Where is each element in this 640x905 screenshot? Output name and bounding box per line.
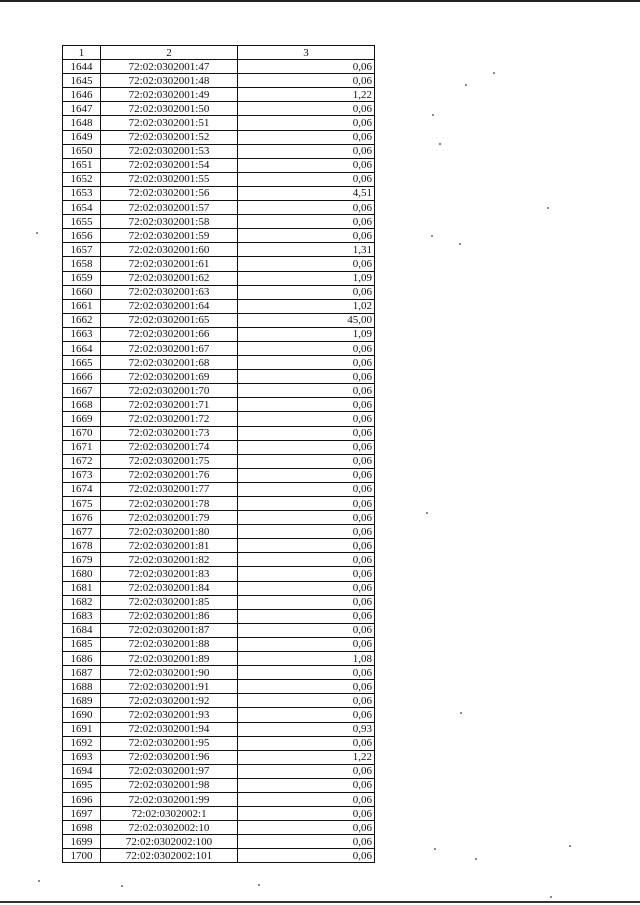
row-number-cell: 1690 <box>63 708 101 722</box>
area-value-cell: 0,06 <box>238 229 375 243</box>
area-value-cell: 1,31 <box>238 243 375 257</box>
area-value-cell: 0,06 <box>238 285 375 299</box>
cadastral-number-cell: 72:02:0302001:63 <box>101 285 238 299</box>
table-row <box>63 454 375 468</box>
cadastral-number-cell: 72:02:0302001:51 <box>101 116 238 130</box>
table-row <box>63 116 375 130</box>
area-value-cell: 0,06 <box>238 835 375 849</box>
table-row <box>63 412 375 426</box>
table-row <box>63 243 375 257</box>
row-number-cell: 1665 <box>63 356 101 370</box>
area-value-cell: 0,06 <box>238 497 375 511</box>
cadastral-number-cell: 72:02:0302001:78 <box>101 497 238 511</box>
table-row <box>63 88 375 102</box>
area-value-cell: 0,06 <box>238 694 375 708</box>
table-row <box>63 327 375 341</box>
row-number-cell: 1673 <box>63 468 101 482</box>
row-number-cell: 1666 <box>63 370 101 384</box>
row-number-cell: 1657 <box>63 243 101 257</box>
area-value-cell: 0,06 <box>238 426 375 440</box>
area-value-cell: 0,06 <box>238 807 375 821</box>
table-row <box>63 257 375 271</box>
cadastral-number-cell: 72:02:0302001:76 <box>101 468 238 482</box>
table-row <box>63 201 375 215</box>
column-header-3: 3 <box>238 46 375 60</box>
table-row <box>63 186 375 200</box>
table-row <box>63 299 375 313</box>
row-number-cell: 1689 <box>63 694 101 708</box>
table-row <box>63 356 375 370</box>
row-number-cell: 1646 <box>63 88 101 102</box>
cadastral-number-cell: 72:02:0302001:77 <box>101 482 238 496</box>
cadastral-number-cell: 72:02:0302001:99 <box>101 792 238 806</box>
row-number-cell: 1681 <box>63 581 101 595</box>
cadastral-number-cell: 72:02:0302001:52 <box>101 130 238 144</box>
cadastral-number-cell: 72:02:0302001:72 <box>101 412 238 426</box>
table-row <box>63 172 375 186</box>
table-row <box>63 666 375 680</box>
table-row <box>63 553 375 567</box>
cadastral-number-cell: 72:02:0302001:69 <box>101 370 238 384</box>
area-value-cell: 0,06 <box>238 595 375 609</box>
area-value-cell: 0,06 <box>238 821 375 835</box>
area-value-cell: 0,06 <box>238 144 375 158</box>
area-value-cell: 0,06 <box>238 468 375 482</box>
area-value-cell: 0,06 <box>238 215 375 229</box>
row-number-cell: 1696 <box>63 792 101 806</box>
area-value-cell: 0,93 <box>238 722 375 736</box>
scan-speck <box>550 896 552 898</box>
row-number-cell: 1678 <box>63 539 101 553</box>
area-value-cell: 0,06 <box>238 257 375 271</box>
cadastral-number-cell: 72:02:0302001:89 <box>101 652 238 666</box>
row-number-cell: 1679 <box>63 553 101 567</box>
table-row <box>63 440 375 454</box>
table-row <box>63 539 375 553</box>
cadastral-number-cell: 72:02:0302001:71 <box>101 398 238 412</box>
table-row <box>63 609 375 623</box>
cadastral-area-table <box>62 45 375 863</box>
area-value-cell: 0,06 <box>238 370 375 384</box>
area-value-cell: 0,06 <box>238 116 375 130</box>
row-number-cell: 1649 <box>63 130 101 144</box>
table-row <box>63 313 375 327</box>
table-row <box>63 384 375 398</box>
row-number-cell: 1647 <box>63 102 101 116</box>
area-value-cell: 1,22 <box>238 88 375 102</box>
cadastral-number-cell: 72:02:0302001:81 <box>101 539 238 553</box>
area-value-cell: 0,06 <box>238 356 375 370</box>
scan-speck <box>121 885 123 887</box>
row-number-cell: 1675 <box>63 497 101 511</box>
row-number-cell: 1682 <box>63 595 101 609</box>
area-value-cell: 4,51 <box>238 186 375 200</box>
area-value-cell: 1,09 <box>238 271 375 285</box>
page-bottom-edge <box>0 901 640 903</box>
table-header-row <box>63 46 375 60</box>
area-value-cell: 0,06 <box>238 637 375 651</box>
cadastral-number-cell: 72:02:0302001:79 <box>101 511 238 525</box>
scan-speck <box>434 848 436 850</box>
table-row <box>63 525 375 539</box>
cadastral-number-cell: 72:02:0302001:82 <box>101 553 238 567</box>
cadastral-number-cell: 72:02:0302001:73 <box>101 426 238 440</box>
cadastral-number-cell: 72:02:0302001:97 <box>101 764 238 778</box>
cadastral-number-cell: 72:02:0302001:84 <box>101 581 238 595</box>
area-value-cell: 0,06 <box>238 567 375 581</box>
cadastral-number-cell: 72:02:0302001:50 <box>101 102 238 116</box>
cadastral-number-cell: 72:02:0302001:47 <box>101 60 238 74</box>
cadastral-number-cell: 72:02:0302001:96 <box>101 750 238 764</box>
row-number-cell: 1653 <box>63 186 101 200</box>
cadastral-number-cell: 72:02:0302001:92 <box>101 694 238 708</box>
table-row <box>63 74 375 88</box>
cadastral-number-cell: 72:02:0302001:55 <box>101 172 238 186</box>
cadastral-number-cell: 72:02:0302001:56 <box>101 186 238 200</box>
cadastral-number-cell: 72:02:0302001:59 <box>101 229 238 243</box>
scan-speck <box>459 243 461 245</box>
area-value-cell: 0,06 <box>238 398 375 412</box>
table-row <box>63 285 375 299</box>
cadastral-number-cell: 72:02:0302001:67 <box>101 341 238 355</box>
scan-speck <box>475 858 477 860</box>
scan-speck <box>465 84 467 86</box>
area-value-cell: 0,06 <box>238 581 375 595</box>
area-value-cell: 0,06 <box>238 440 375 454</box>
table-row <box>63 398 375 412</box>
area-value-cell: 1,02 <box>238 299 375 313</box>
table-row <box>63 497 375 511</box>
row-number-cell: 1687 <box>63 666 101 680</box>
table-row <box>63 482 375 496</box>
row-number-cell: 1692 <box>63 736 101 750</box>
cadastral-number-cell: 72:02:0302001:86 <box>101 609 238 623</box>
cadastral-number-cell: 72:02:0302001:64 <box>101 299 238 313</box>
table-row <box>63 102 375 116</box>
area-value-cell: 0,06 <box>238 172 375 186</box>
table-row <box>63 144 375 158</box>
table-row <box>63 736 375 750</box>
cadastral-number-cell: 72:02:0302002:101 <box>101 849 238 863</box>
cadastral-number-cell: 72:02:0302001:58 <box>101 215 238 229</box>
scan-speck <box>431 235 433 237</box>
area-value-cell: 0,06 <box>238 482 375 496</box>
table-row <box>63 722 375 736</box>
row-number-cell: 1683 <box>63 609 101 623</box>
row-number-cell: 1700 <box>63 849 101 863</box>
row-number-cell: 1659 <box>63 271 101 285</box>
row-number-cell: 1663 <box>63 327 101 341</box>
table-row <box>63 341 375 355</box>
row-number-cell: 1674 <box>63 482 101 496</box>
row-number-cell: 1652 <box>63 172 101 186</box>
row-number-cell: 1694 <box>63 764 101 778</box>
row-number-cell: 1684 <box>63 623 101 637</box>
cadastral-number-cell: 72:02:0302001:54 <box>101 158 238 172</box>
table-row <box>63 581 375 595</box>
row-number-cell: 1654 <box>63 201 101 215</box>
table-row <box>63 637 375 651</box>
area-value-cell: 0,06 <box>238 736 375 750</box>
cadastral-number-cell: 72:02:0302002:1 <box>101 807 238 821</box>
row-number-cell: 1677 <box>63 525 101 539</box>
row-number-cell: 1664 <box>63 341 101 355</box>
area-value-cell: 1,22 <box>238 750 375 764</box>
area-value-cell: 0,06 <box>238 454 375 468</box>
area-value-cell: 0,06 <box>238 384 375 398</box>
scan-speck <box>36 232 38 234</box>
cadastral-number-cell: 72:02:0302001:80 <box>101 525 238 539</box>
table-row <box>63 271 375 285</box>
row-number-cell: 1697 <box>63 807 101 821</box>
area-value-cell: 0,06 <box>238 74 375 88</box>
cadastral-number-cell: 72:02:0302001:93 <box>101 708 238 722</box>
cadastral-number-cell: 72:02:0302001:61 <box>101 257 238 271</box>
table-row <box>63 821 375 835</box>
cadastral-number-cell: 72:02:0302001:90 <box>101 666 238 680</box>
table-row <box>63 468 375 482</box>
cadastral-number-cell: 72:02:0302001:57 <box>101 201 238 215</box>
table-row <box>63 680 375 694</box>
table-row <box>63 130 375 144</box>
area-value-cell: 0,06 <box>238 553 375 567</box>
cadastral-number-cell: 72:02:0302001:53 <box>101 144 238 158</box>
table-row <box>63 370 375 384</box>
table-row <box>63 792 375 806</box>
cadastral-number-cell: 72:02:0302001:48 <box>101 74 238 88</box>
cadastral-number-cell: 72:02:0302001:62 <box>101 271 238 285</box>
cadastral-number-cell: 72:02:0302001:74 <box>101 440 238 454</box>
scan-speck <box>258 884 260 886</box>
area-value-cell: 0,06 <box>238 341 375 355</box>
table-body <box>63 60 375 863</box>
row-number-cell: 1656 <box>63 229 101 243</box>
table-row <box>63 60 375 74</box>
cadastral-number-cell: 72:02:0302001:88 <box>101 637 238 651</box>
table-row <box>63 158 375 172</box>
row-number-cell: 1661 <box>63 299 101 313</box>
table-row <box>63 623 375 637</box>
row-number-cell: 1667 <box>63 384 101 398</box>
table-row <box>63 750 375 764</box>
row-number-cell: 1693 <box>63 750 101 764</box>
cadastral-number-cell: 72:02:0302001:68 <box>101 356 238 370</box>
area-value-cell: 0,06 <box>238 680 375 694</box>
scan-speck <box>460 712 462 714</box>
scan-speck <box>493 72 495 74</box>
cadastral-number-cell: 72:02:0302001:94 <box>101 722 238 736</box>
area-value-cell: 0,06 <box>238 849 375 863</box>
area-value-cell: 0,06 <box>238 792 375 806</box>
area-value-cell: 0,06 <box>238 511 375 525</box>
cadastral-number-cell: 72:02:0302001:75 <box>101 454 238 468</box>
table-row <box>63 229 375 243</box>
area-value-cell: 1,08 <box>238 652 375 666</box>
row-number-cell: 1680 <box>63 567 101 581</box>
cadastral-number-cell: 72:02:0302001:87 <box>101 623 238 637</box>
area-value-cell: 0,06 <box>238 778 375 792</box>
scan-speck <box>432 114 434 116</box>
row-number-cell: 1695 <box>63 778 101 792</box>
row-number-cell: 1668 <box>63 398 101 412</box>
column-header-2: 2 <box>101 46 238 60</box>
table-row <box>63 426 375 440</box>
cadastral-number-cell: 72:02:0302001:66 <box>101 327 238 341</box>
cadastral-number-cell: 72:02:0302001:95 <box>101 736 238 750</box>
row-number-cell: 1670 <box>63 426 101 440</box>
row-number-cell: 1660 <box>63 285 101 299</box>
table-row <box>63 215 375 229</box>
cadastral-number-cell: 72:02:0302001:49 <box>101 88 238 102</box>
cadastral-number-cell: 72:02:0302001:91 <box>101 680 238 694</box>
page-top-edge <box>0 0 640 2</box>
cadastral-number-cell: 72:02:0302001:98 <box>101 778 238 792</box>
table-row <box>63 764 375 778</box>
row-number-cell: 1698 <box>63 821 101 835</box>
table-row <box>63 807 375 821</box>
column-header-1: 1 <box>63 46 101 60</box>
row-number-cell: 1648 <box>63 116 101 130</box>
table-row <box>63 778 375 792</box>
table-row <box>63 652 375 666</box>
scan-speck <box>569 845 571 847</box>
area-value-cell: 1,09 <box>238 327 375 341</box>
area-value-cell: 0,06 <box>238 102 375 116</box>
table-row <box>63 595 375 609</box>
area-value-cell: 0,06 <box>238 764 375 778</box>
row-number-cell: 1662 <box>63 313 101 327</box>
area-value-cell: 45,00 <box>238 313 375 327</box>
area-value-cell: 0,06 <box>238 525 375 539</box>
area-value-cell: 0,06 <box>238 623 375 637</box>
area-value-cell: 0,06 <box>238 158 375 172</box>
row-number-cell: 1685 <box>63 637 101 651</box>
table-row <box>63 567 375 581</box>
area-value-cell: 0,06 <box>238 60 375 74</box>
cadastral-number-cell: 72:02:0302001:70 <box>101 384 238 398</box>
area-value-cell: 0,06 <box>238 539 375 553</box>
cadastral-number-cell: 72:02:0302002:100 <box>101 835 238 849</box>
row-number-cell: 1651 <box>63 158 101 172</box>
table-row <box>63 694 375 708</box>
row-number-cell: 1658 <box>63 257 101 271</box>
cadastral-number-cell: 72:02:0302001:83 <box>101 567 238 581</box>
row-number-cell: 1645 <box>63 74 101 88</box>
row-number-cell: 1691 <box>63 722 101 736</box>
scan-speck <box>38 880 40 882</box>
row-number-cell: 1688 <box>63 680 101 694</box>
table-row <box>63 708 375 722</box>
area-value-cell: 0,06 <box>238 412 375 426</box>
row-number-cell: 1699 <box>63 835 101 849</box>
row-number-cell: 1671 <box>63 440 101 454</box>
area-value-cell: 0,06 <box>238 666 375 680</box>
cadastral-number-cell: 72:02:0302001:65 <box>101 313 238 327</box>
row-number-cell: 1669 <box>63 412 101 426</box>
area-value-cell: 0,06 <box>238 130 375 144</box>
table-row <box>63 511 375 525</box>
table-row <box>63 849 375 863</box>
row-number-cell: 1655 <box>63 215 101 229</box>
cadastral-number-cell: 72:02:0302001:85 <box>101 595 238 609</box>
cadastral-number-cell: 72:02:0302002:10 <box>101 821 238 835</box>
scan-speck <box>426 512 428 514</box>
row-number-cell: 1650 <box>63 144 101 158</box>
area-value-cell: 0,06 <box>238 708 375 722</box>
table-row <box>63 835 375 849</box>
cadastral-number-cell: 72:02:0302001:60 <box>101 243 238 257</box>
row-number-cell: 1676 <box>63 511 101 525</box>
row-number-cell: 1644 <box>63 60 101 74</box>
scan-speck <box>439 143 441 145</box>
area-value-cell: 0,06 <box>238 609 375 623</box>
row-number-cell: 1686 <box>63 652 101 666</box>
area-value-cell: 0,06 <box>238 201 375 215</box>
row-number-cell: 1672 <box>63 454 101 468</box>
scan-speck <box>547 207 549 209</box>
